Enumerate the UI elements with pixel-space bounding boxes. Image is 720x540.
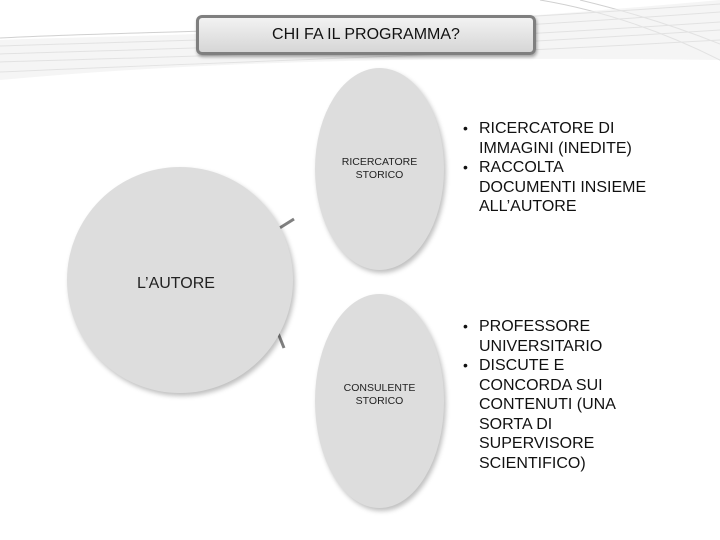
center-label: L’AUTORE: [137, 275, 215, 292]
bullet-item: • RACCOLTA DOCUMENTI INSIEME ALL’AUTORE: [461, 158, 691, 217]
bullet-list-top: [461, 119, 691, 217]
title-box: [196, 15, 536, 55]
node-label-bottom: CONSULENTE STORICO: [343, 382, 416, 407]
bullet-item: • PROFESSORE UNIVERSITARIO: [461, 317, 691, 356]
page-title: CHI FA IL PROGRAMMA?: [272, 26, 460, 43]
bullet-list-bottom: [461, 317, 691, 473]
bullet-item: • DISCUTE E CONCORDA SUI CONTENUTI (UNA SORTA DI SUPERVISORE SCIENTIFICO): [461, 356, 691, 473]
connector-bottom: [278, 333, 284, 348]
bullet-item: • RICERCATORE DI IMMAGINI (INEDITE): [461, 119, 691, 158]
node-label-top: RICERCATORE STORICO: [341, 156, 418, 181]
